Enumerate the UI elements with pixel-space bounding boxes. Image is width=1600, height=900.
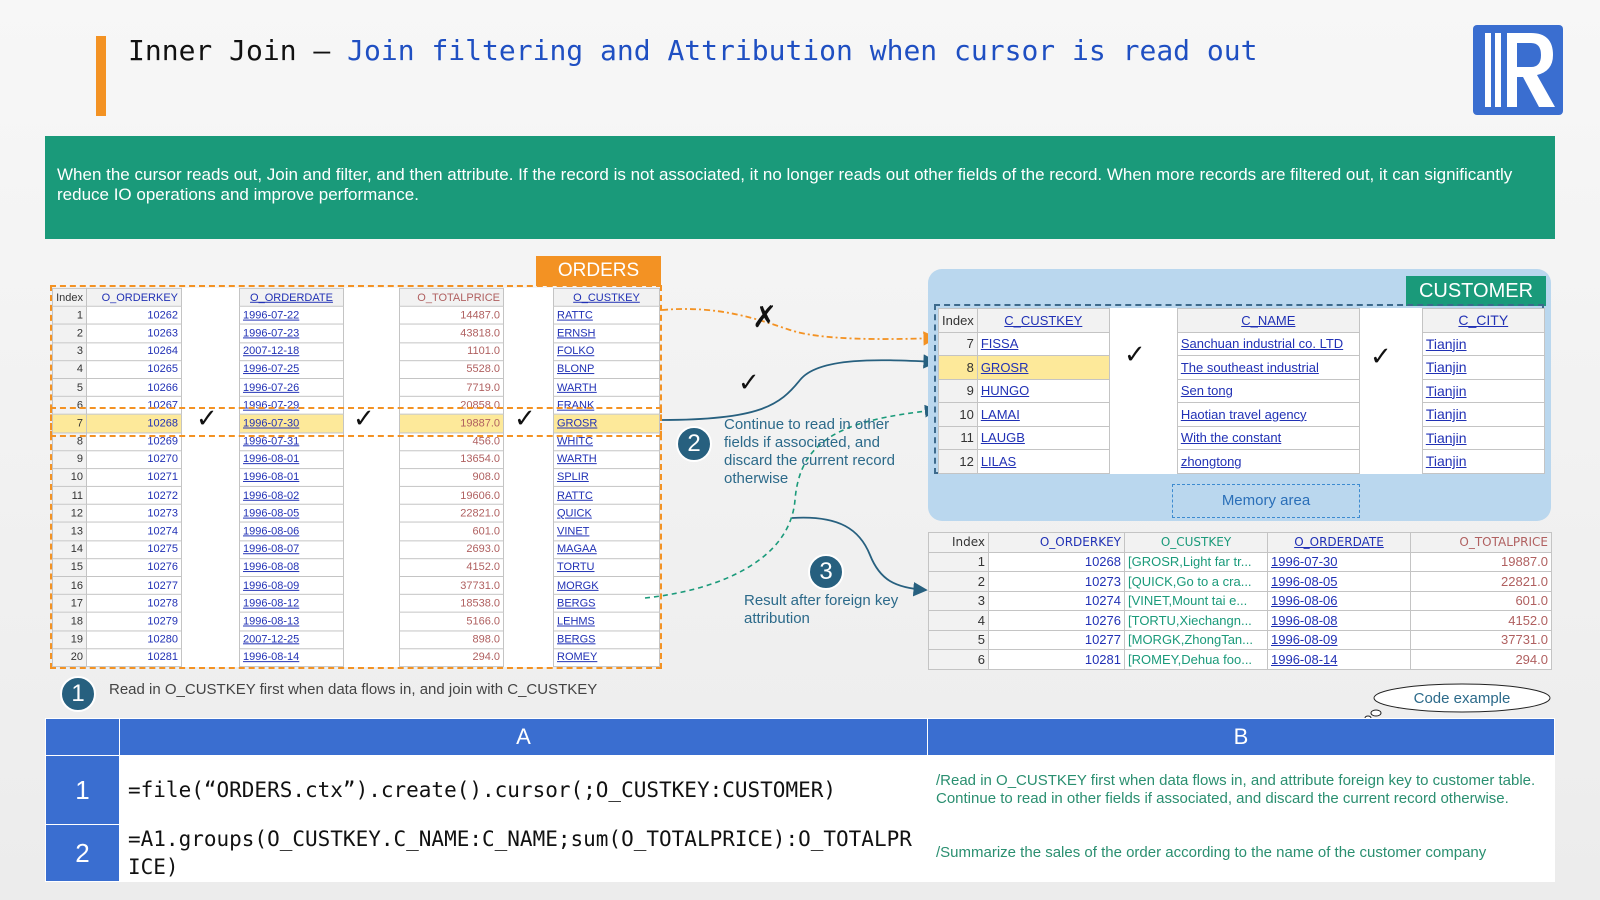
orderdate-cell: 1996-08-12 [240,595,344,613]
custkey-cell: LILAS [977,450,1109,474]
totalprice-cell: 456.0 [400,432,504,450]
totalprice-cell: 898.0 [400,631,504,649]
custkey-cell: VINET [554,522,660,540]
row-index: 12 [939,450,978,474]
code-row-number: 2 [46,825,120,882]
totalprice-cell: 19606.0 [400,486,504,504]
orderdate-cell: 1996-08-06 [1268,591,1411,611]
orderdate-cell: 1996-08-14 [1268,650,1411,670]
step-1-note: Read in O_CUSTKEY first when data flows in, and join with C_CUSTKEY [109,681,598,698]
customer-table [938,308,1545,474]
custkey-cell: [ROMEY,Dehua foo... [1125,650,1268,670]
custkey-cell: BLONP [554,360,660,378]
result-table [928,532,1552,670]
step-1-badge: 1 [60,676,96,712]
totalprice-cell: 43818.0 [400,324,504,342]
totalprice-cell: 19887.0 [400,414,504,432]
row-index: 12 [53,504,87,522]
custkey-cell: FRANK [554,396,660,414]
code-cell-a2[interactable]: =A1.groups(O_CUSTKEY.C_NAME:C_NAME;sum(O_TOTALPRICE):O_TOTALPRICE) [120,825,928,882]
custkey-cell: [GROSR,Light far tr... [1125,552,1268,572]
city-cell: Tianjin [1422,332,1544,356]
custkey-cell: ERNSH [554,324,660,342]
name-cell: Sen tong [1177,379,1359,403]
row-index: 5 [929,630,989,650]
row-index: 13 [53,522,87,540]
code-example-bubble [1362,680,1556,720]
orderkey-cell: 10281 [989,650,1125,670]
table-row [939,379,1545,403]
spacer [1359,379,1422,403]
orderdate-cell: 1996-08-14 [240,649,344,667]
custkey-cell: RATTC [554,486,660,504]
code-header-a: A [120,719,928,756]
orderkey-cell: 10281 [87,649,182,667]
custkey-cell: [QUICK,Go to a cra... [1125,572,1268,592]
orderdate-cell: 2007-12-25 [240,631,344,649]
orderdate-cell: 1996-08-09 [240,576,344,594]
custkey-cell: QUICK [554,504,660,522]
custkey-cell: HUNGO [977,379,1109,403]
orderkey-cell: 10278 [87,595,182,613]
city-cell: Tianjin [1422,426,1544,450]
totalprice-cell: 18538.0 [400,595,504,613]
orderdate-cell: 1996-08-06 [240,522,344,540]
custkey-cell: WARTH [554,450,660,468]
row-index: 10 [53,468,87,486]
table-row [929,572,1552,592]
orderdate-cell: 1996-07-26 [240,378,344,396]
row-index: 7 [939,332,978,356]
row-index: 4 [53,360,87,378]
row-index: 5 [53,378,87,396]
code-corner [46,719,120,756]
row-index: 16 [53,576,87,594]
totalprice-cell: 22821.0 [400,504,504,522]
spacer [1109,379,1177,403]
check-mark-match: ✓ [738,368,760,398]
spacer [1109,403,1177,427]
result-header-custkey: O_CUSTKEY [1125,533,1268,553]
orderdate-cell: 2007-12-18 [240,342,344,360]
check-mark-totalprice: ✓ [514,404,536,434]
name-cell: With the constant [1177,426,1359,450]
orderkey-cell: 10273 [87,504,182,522]
description-banner: When the cursor reads out, Join and filter, and then attribute. If the record is not associated, it no longer reads out other fields of the record. When more records are filtered out, it can significantly reduce IO operations and improve performance. [45,136,1555,239]
customer-header-city: C_CITY [1422,309,1544,333]
step-2-badge: 2 [676,426,712,462]
row-index: 6 [53,396,87,414]
orderkey-cell: 10275 [87,540,182,558]
orderdate-cell: 1996-07-25 [240,360,344,378]
result-header-index: Index [929,533,989,553]
orderkey-cell: 10271 [87,468,182,486]
spacer [1359,403,1422,427]
orderdate-cell: 1996-08-13 [240,613,344,631]
step-2-note: Continue to read in other fields if associated, and discard the current record otherwise [724,416,895,487]
code-row-number: 1 [46,756,120,825]
customer-header-name: C_NAME [1177,309,1359,333]
table-row [929,630,1552,650]
orderdate-cell: 1996-07-31 [240,432,344,450]
spacer [1109,450,1177,474]
orderkey-cell: 10279 [87,613,182,631]
table-row [939,356,1545,380]
city-cell: Tianjin [1422,450,1544,474]
orderdate-cell: 1996-08-09 [1268,630,1411,650]
orderdate-cell: 1996-08-08 [240,558,344,576]
code-header-b: B [928,719,1555,756]
totalprice-cell: 1101.0 [400,342,504,360]
orderkey-cell: 10274 [87,522,182,540]
name-cell: Haotian travel agency [1177,403,1359,427]
orderdate-cell: 1996-07-30 [1268,552,1411,572]
custkey-cell: LEHMS [554,613,660,631]
orderdate-cell: 1996-08-01 [240,468,344,486]
row-index: 20 [53,649,87,667]
row-index: 3 [929,591,989,611]
table-row [939,426,1545,450]
title-main: Inner Join — [128,34,348,67]
result-header-orderdate: O_ORDERDATE [1268,533,1411,553]
code-row [46,756,1555,825]
arrow-match [662,360,936,420]
custkey-cell: LAUGB [977,426,1109,450]
row-index: 14 [53,540,87,558]
city-cell: Tianjin [1422,356,1544,380]
totalprice-cell: 22821.0 [1411,572,1552,592]
orders-label: ORDERS [536,256,661,286]
code-cell-a1[interactable]: =file(“ORDERS.ctx”).create().cursor(;O_CUSTKEY:CUSTOMER) [120,756,928,825]
totalprice-cell: 5166.0 [400,613,504,631]
custkey-cell: BERGS [554,631,660,649]
spacer [1109,426,1177,450]
custkey-cell: FOLKO [554,342,660,360]
custkey-cell: WARTH [554,378,660,396]
totalprice-cell: 4152.0 [400,558,504,576]
orders-header-orderdate: O_ORDERDATE [240,288,344,306]
orderdate-cell: 1996-07-30 [240,414,344,432]
custkey-cell: [MORGK,ZhongTan... [1125,630,1268,650]
step-3-note: Result after foreign key attribution [744,592,899,627]
code-example-label: Code example [1413,690,1511,707]
table-row [929,611,1552,631]
orderdate-cell: 1996-07-22 [240,306,344,324]
orderkey-cell: 10268 [989,552,1125,572]
spacer [1359,450,1422,474]
code-cell-b1[interactable]: /Read in O_CUSTKEY first when data flows in, and attribute foreign key to customer table. Continue to read in other fields if associated, and discard the current record otherwise. [928,756,1555,825]
result-header-totalprice: O_TOTALPRICE [1411,533,1552,553]
totalprice-cell: 294.0 [400,649,504,667]
check-mark-orderkey: ✓ [196,404,218,434]
orderkey-cell: 10274 [989,591,1125,611]
row-index: 9 [939,379,978,403]
code-cell-b2[interactable]: /Summarize the sales of the order according to the name of the customer company [928,825,1555,882]
orderkey-cell: 10265 [87,360,182,378]
orderkey-cell: 10266 [87,378,182,396]
name-cell: The southeast industrial [1177,356,1359,380]
customer-label: CUSTOMER [1406,276,1546,306]
table-row [939,450,1545,474]
totalprice-cell: 2693.0 [400,540,504,558]
row-index: 2 [929,572,989,592]
custkey-cell: TORTU [554,558,660,576]
result-header-orderkey: O_ORDERKEY [989,533,1125,553]
name-cell: zhongtong [1177,450,1359,474]
table-row [939,332,1545,356]
totalprice-cell: 7719.0 [400,378,504,396]
name-cell: Sanchuan industrial co. LTD [1177,332,1359,356]
row-index: 18 [53,613,87,631]
orders-header-index: Index [53,288,87,306]
step-3-badge: 3 [808,554,844,590]
totalprice-cell: 20858.0 [400,396,504,414]
totalprice-cell: 13654.0 [400,450,504,468]
totalprice-cell: 37731.0 [400,576,504,594]
totalprice-cell: 37731.0 [1411,630,1552,650]
orderkey-cell: 10267 [87,396,182,414]
row-index: 6 [929,650,989,670]
orderkey-cell: 10280 [87,631,182,649]
orderkey-cell: 10277 [87,576,182,594]
orderdate-cell: 1996-07-23 [240,324,344,342]
totalprice-cell: 4152.0 [1411,611,1552,631]
totalprice-cell: 19887.0 [1411,552,1552,572]
orderdate-cell: 1996-08-01 [240,450,344,468]
orderdate-cell: 1996-08-07 [240,540,344,558]
row-index: 9 [53,450,87,468]
custkey-cell: WHITC [554,432,660,450]
row-index: 2 [53,324,87,342]
orderkey-cell: 10272 [87,486,182,504]
table-row [929,591,1552,611]
orderkey-cell: 10277 [989,630,1125,650]
row-index: 15 [53,558,87,576]
custkey-cell: GROSR [554,414,660,432]
orderkey-cell: 10276 [87,558,182,576]
row-index: 8 [53,432,87,450]
arrow-no-match [662,309,936,339]
row-index: 11 [939,426,978,450]
orderkey-cell: 10269 [87,432,182,450]
totalprice-cell: 601.0 [400,522,504,540]
table-row [939,403,1545,427]
orderdate-cell: 1996-08-08 [1268,611,1411,631]
orderkey-cell: 10264 [87,342,182,360]
row-index: 4 [929,611,989,631]
custkey-cell: MORGK [554,576,660,594]
custkey-cell: GROSR [977,356,1109,380]
row-index: 10 [939,403,978,427]
custkey-cell: ROMEY [554,649,660,667]
check-mark-name: ✓ [1124,340,1146,370]
row-index: 7 [53,414,87,432]
check-mark-city: ✓ [1370,342,1392,372]
code-table [45,718,1555,882]
totalprice-cell: 908.0 [400,468,504,486]
totalprice-cell: 601.0 [1411,591,1552,611]
memory-area-label: Memory area [1172,484,1360,518]
custkey-cell: [VINET,Mount tai e... [1125,591,1268,611]
custkey-cell: BERGS [554,595,660,613]
orderkey-cell: 10262 [87,306,182,324]
cross-mark: ✗ [752,300,778,335]
orders-header-orderkey: O_ORDERKEY [87,288,182,306]
orderkey-cell: 10268 [87,414,182,432]
spacer [1359,426,1422,450]
row-index: 17 [53,595,87,613]
custkey-cell: [TORTU,Xiechangn... [1125,611,1268,631]
code-row [46,825,1555,882]
orderdate-cell: 1996-07-29 [240,396,344,414]
custkey-cell: FISSA [977,332,1109,356]
custkey-cell: MAGAA [554,540,660,558]
row-index: 11 [53,486,87,504]
orderkey-cell: 10263 [87,324,182,342]
row-index: 3 [53,342,87,360]
orderdate-cell: 1996-08-05 [240,504,344,522]
row-index: 8 [939,356,978,380]
city-cell: Tianjin [1422,379,1544,403]
customer-header-custkey: C_CUSTKEY [977,309,1109,333]
totalprice-cell: 14487.0 [400,306,504,324]
orders-header-custkey: O_CUSTKEY [554,288,660,306]
orders-header-totalprice: O_TOTALPRICE [400,288,504,306]
custkey-cell: RATTC [554,306,660,324]
table-row [929,650,1552,670]
customer-header-index: Index [939,309,978,333]
city-cell: Tianjin [1422,403,1544,427]
check-mark-orderdate: ✓ [353,404,375,434]
row-index: 19 [53,631,87,649]
row-index: 1 [929,552,989,572]
orderkey-cell: 10276 [989,611,1125,631]
totalprice-cell: 5528.0 [400,360,504,378]
table-row [929,552,1552,572]
totalprice-cell: 294.0 [1411,650,1552,670]
orderkey-cell: 10270 [87,450,182,468]
title-subtitle: Join filtering and Attribution when cursor is read out [347,34,1258,67]
row-index: 1 [53,306,87,324]
orderdate-cell: 1996-08-02 [240,486,344,504]
orderkey-cell: 10273 [989,572,1125,592]
custkey-cell: LAMAI [977,403,1109,427]
custkey-cell: SPLIR [554,468,660,486]
orderdate-cell: 1996-08-05 [1268,572,1411,592]
